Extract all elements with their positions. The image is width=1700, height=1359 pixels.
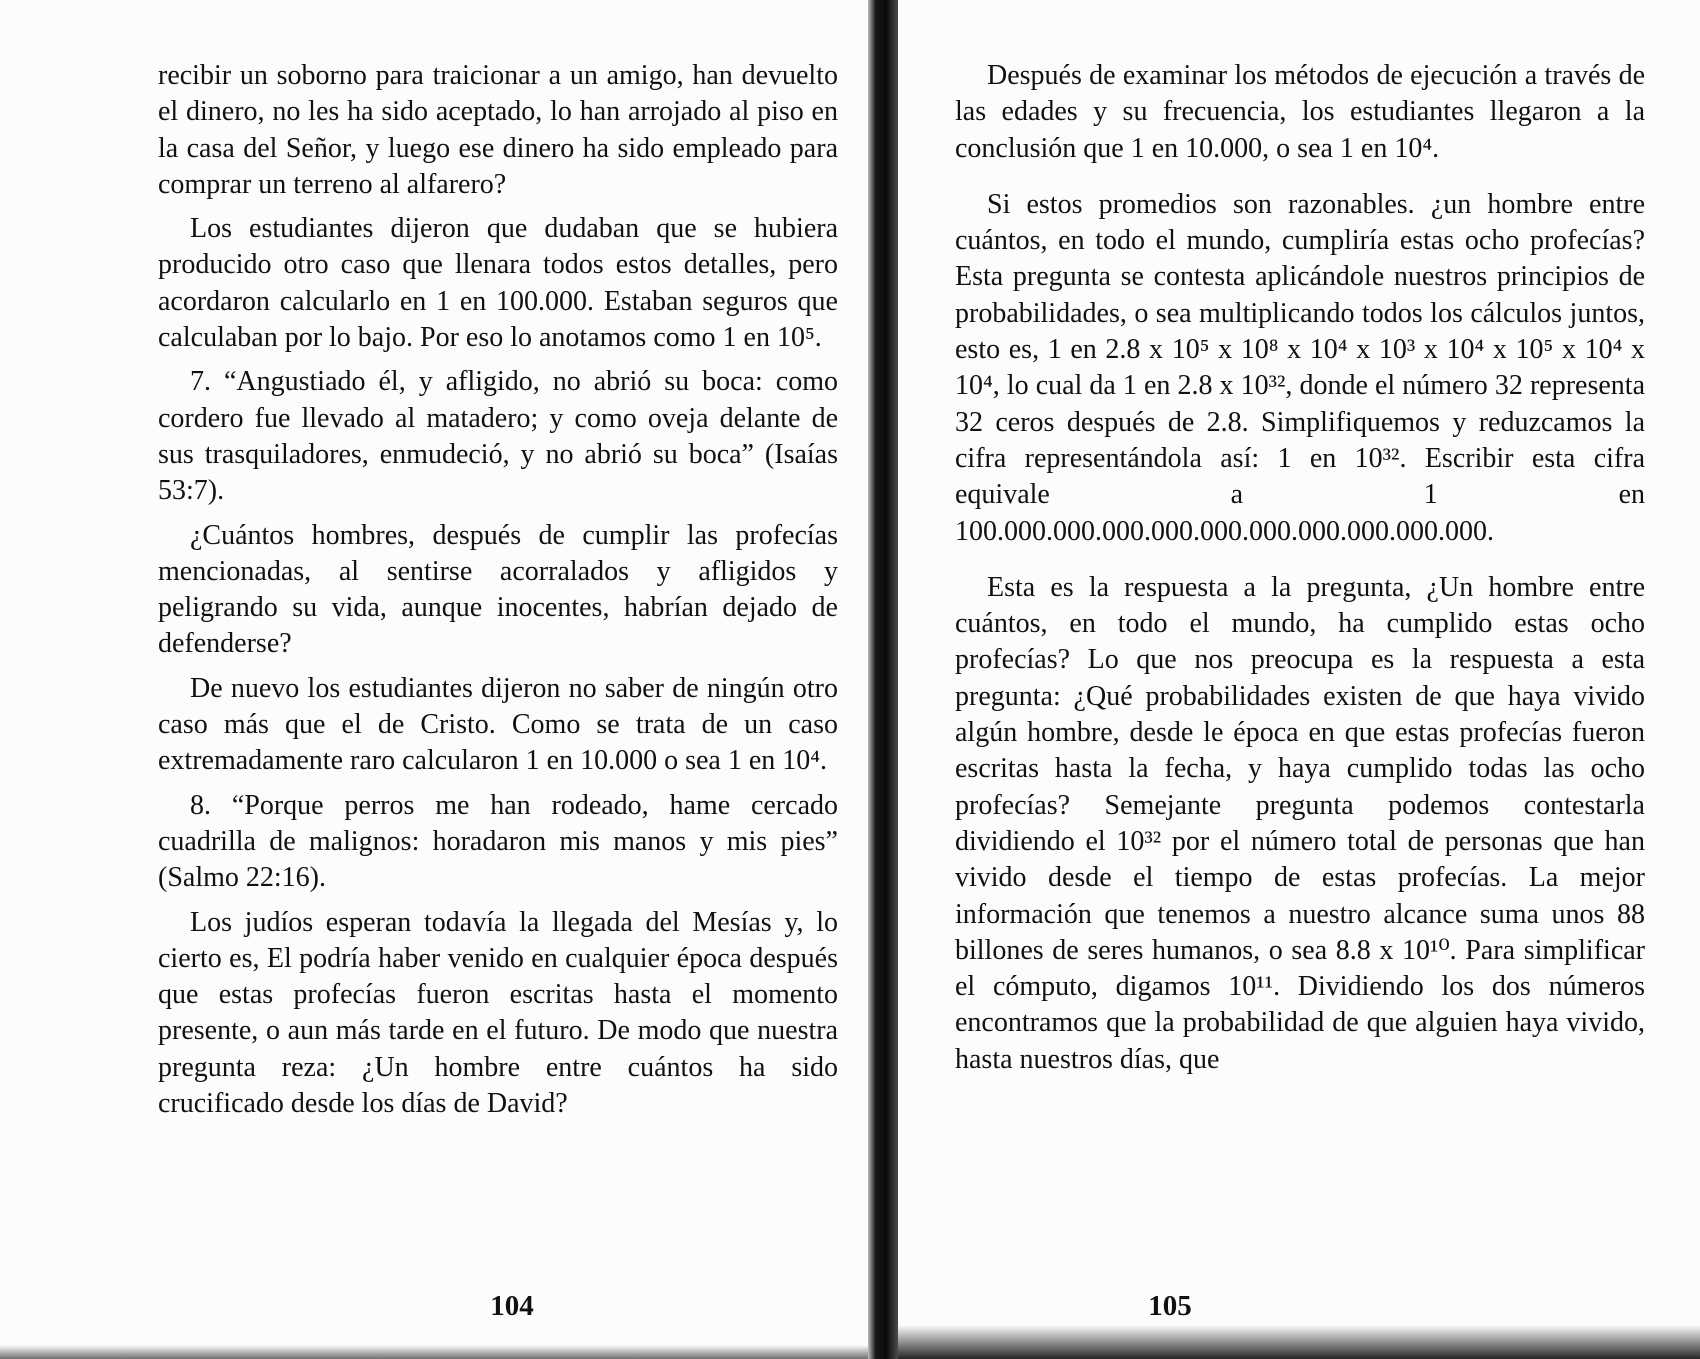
page-bottom-shadow <box>0 1345 868 1359</box>
paragraph: 8. “Porque perros me han rodeado, hame cercado cuadrilla de malignos: horadaron mis manos y mis pies” (Salmo 22:16). <box>158 789 838 894</box>
page-number: 104 <box>490 1290 534 1322</box>
page-number: 105 <box>1148 1290 1192 1322</box>
paragraph: ¿Cuántos hombres, después de cumplir las profecías mencionadas, al sentirse acorralados y afligidos y peligrando su vida, aunque inocentes, habrían dejado de defenderse? <box>158 519 838 660</box>
left-page-text <box>158 58 838 1130</box>
paragraph: Los judíos esperan todavía la llegada del Mesías y, lo cierto es, El podría haber venido en cualquier época después que estas profecías fueron escritas hasta el momento presente, o aun más tarde en el futuro. De modo que nuestra pregunta reza: ¿Un hombre entre cuántos ha sido crucificado desde los días de David? <box>158 906 838 1120</box>
paragraph: De nuevo los estudiantes dijeron no saber de ningún otro caso más que el de Cristo. Como se trata de un caso extremadamente raro calcularon 1 en 10.000 o sea 1 en 10⁴. <box>158 672 838 777</box>
paragraph: Los estudiantes dijeron que dudaban que se hubiera producido otro caso que llenara todos estos detalles, pero acordaron calcularlo en 1 en 100.000. Estaban seguros que calculaban por lo bajo. Por eso lo anotamos como 1 en 10⁵. <box>158 213 838 354</box>
paragraph: Esta es la respuesta a la pregunta, ¿Un hombre entre cuántos, en todo el mundo, ha cumplido estas ocho profecías? Lo que nos preocupa es la respuesta a esta pregunta: ¿Qué probabilidades existen de que haya vivido algún hombre, desde le época en que estas profecías fueron escritas hasta la fecha, y haya cumplido todas las ocho profecías? Semejante pregunta podemos contestarla dividiendo el 10³² por el número total de personas que han vivido desde el tiempo de estas profecías. La mejor información que tenemos a nuestro alcance suma unos 88 billones de seres humanos, o sea 8.8 x 10¹⁰. Para simplificar el cómputo, digamos 10¹¹. Dividiendo los dos números encontramos que la probabilidad de que alguien haya vivido, hasta nuestros días, que <box>955 571 1645 1075</box>
right-page-text <box>955 58 1645 1086</box>
book-gutter <box>868 0 898 1359</box>
paragraph: Si estos promedios son razonables. ¿un hombre entre cuántos, en todo el mundo, cumpliría estas ocho profecías? Esta pregunta se contesta aplicándole nuestros principios de probabilidades, o sea multiplicando todos los cálculos juntos, esto es, 1 en 2.8 x 10⁵ x 10⁸ x 10⁴ x 10³ x 10⁴ x 10⁵ x 10⁴ x 10⁴, lo cual da 1 en 2.8 x 10³², donde el número 32 representa 32 ceros después de 2.8. Simplifiquemos y reduzcamos la cifra representándola así: 1 en 10³². Escribir esta cifra equivale a 1 en 100.000.000.000.000.000.000.000.000.000.000. <box>955 188 1645 547</box>
paragraph: recibir un soborno para traicionar a un amigo, han devuelto el dinero, no les ha sido aceptado, lo han arrojado al piso en la casa del Señor, y luego ese dinero ha sido empleado para comprar un terreno al alfarero? <box>158 60 838 200</box>
right-page <box>898 0 1700 1359</box>
paragraph: 7. “Angustiado él, y afligido, no abrió su boca: como cordero fue llevado al matadero; y como oveja delante de sus trasquiladores, enmudeció, y no abrió su boca” (Isaías 53:7). <box>158 366 838 507</box>
page-bottom-shadow <box>898 1325 1700 1359</box>
paragraph: Después de examinar los métodos de ejecución a través de las edades y su frecuencia, los estudiantes llegaron a la conclusión que 1 en 10.000, o sea 1 en 10⁴. <box>955 60 1645 164</box>
